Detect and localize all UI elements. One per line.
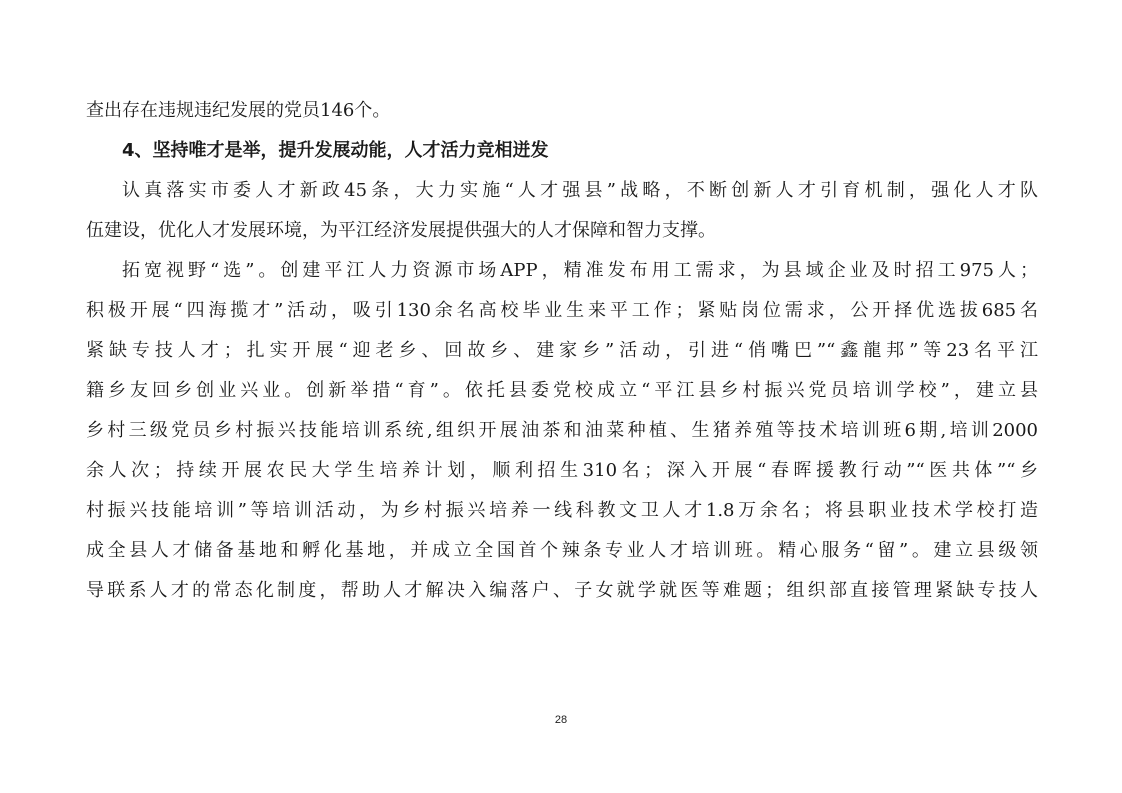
text-line: 余人次；持续开展农民大学生培养计划，顺利招生310名；深入开展“春晖援教行动”“医共体”“乡	[86, 460, 1038, 481]
text-line: 成全县人才储备基地和孵化基地，并成立全国首个辣条专业人才培训班。精心服务“留”。建立县级领	[86, 540, 1038, 561]
section-heading: 4、坚持唯才是举，提升发展动能，人才活力竞相迸发	[122, 140, 549, 161]
text-line: 查出存在违规违纪发展的党员146个。	[86, 100, 391, 121]
text-line: 导联系人才的常态化制度，帮助人才解决入编落户、子女就学就医等难题；组织部直接管理紧缺专技人	[86, 580, 1038, 601]
text-line: 认真落实市委人才新政45条，大力实施“人才强县”战略，不断创新人才引育机制，强化人才队	[122, 180, 1038, 201]
text-line: 积极开展“四海揽才”活动，吸引130余名高校毕业生来平工作；紧贴岗位需求，公开择优选拔685名	[86, 300, 1038, 321]
page-number: 28	[554, 714, 568, 726]
text-line: 伍建设，优化人才发展环境，为平江经济发展提供强大的人才保障和智力支撑。	[86, 220, 716, 241]
text-line: 籍乡友回乡创业兴业。创新举措“育”。依托县委党校成立“平江县乡村振兴党员培训学校”，建立县	[86, 380, 1038, 401]
document-body	[86, 91, 1038, 611]
text-line: 乡村三级党员乡村振兴技能培训系统,组织开展油茶和油菜种植、生猪养殖等技术培训班6期,培训2000	[86, 420, 1038, 441]
text-line: 拓宽视野“选”。创建平江人力资源市场APP，精准发布用工需求，为县域企业及时招工975人；	[122, 260, 1038, 281]
text-line: 紧缺专技人才；扎实开展“迎老乡、回故乡、建家乡”活动，引进“俏嘴巴”“鑫龍邦”等23名平江	[86, 340, 1038, 361]
text-line: 村振兴技能培训”等培训活动，为乡村振兴培养一线科教文卫人才1.8万余名；将县职业技术学校打造	[86, 500, 1038, 521]
